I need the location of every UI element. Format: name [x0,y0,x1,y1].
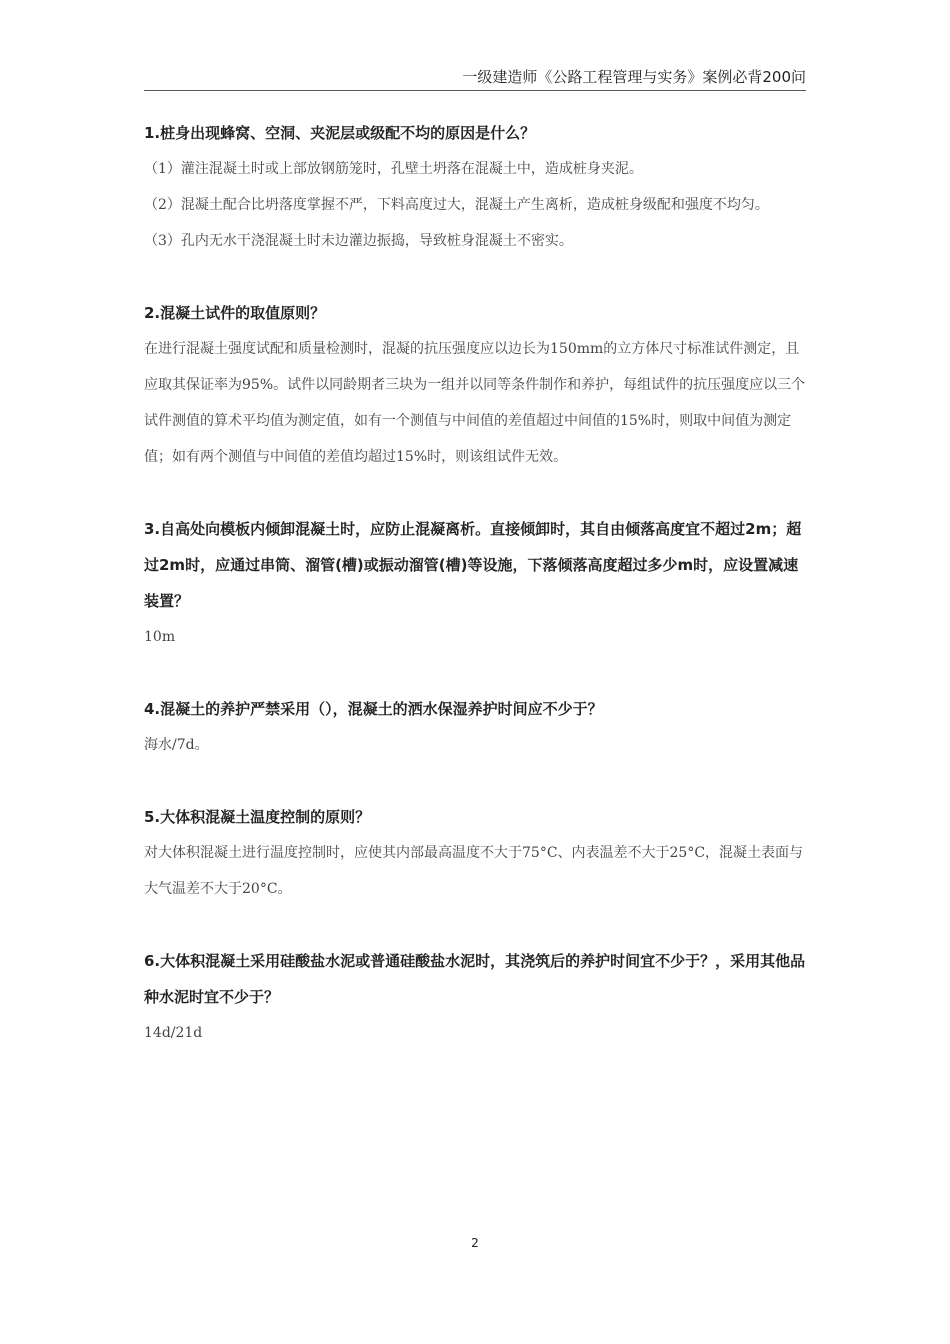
question-3: 3.自高处向模板内倾卸混凝土时，应防止混凝离析。直接倾卸时，其自由倾落高度宜不超过2m；超过2m时，应通过串筒、溜管(槽)或振动溜管(槽)等设施，下落倾落高度超过多少m时，应设置减速装置？ [144,520,802,610]
answer-5-1: 对大体积混凝土进行温度控制时，应使其内部最高温度不大于75°C、内表温差不大于25°C，混凝土表面与大气温差不大于20°C。 [144,845,804,897]
page-content [144,115,806,1051]
qa-item-4 [144,691,806,763]
answer-6-1: 14d/21d [144,1025,203,1041]
qa-item-6 [144,943,806,1051]
qa-item-2 [144,295,806,475]
page-footer [0,1236,950,1250]
qa-item-5 [144,799,806,907]
spacer [144,259,806,295]
spacer [144,907,806,943]
question-1: 1.桩身出现蜂窝、空洞、夹泥层或级配不均的原因是什么？ [144,124,536,142]
page-header [144,66,806,91]
spacer [144,655,806,691]
answer-1-2: （2）混凝土配合比坍落度掌握不严，下料高度过大，混凝土产生离析，造成桩身级配和强度不均匀。 [144,197,769,213]
header-title: 一级建造师《公路工程管理与实务》案例必背200问 [462,68,806,86]
spacer [144,763,806,799]
question-5: 5.大体积混凝土温度控制的原则？ [144,808,371,826]
answer-4-1: 海水/7d。 [144,737,209,753]
answer-2-1: 在进行混凝土强度试配和质量检测时，混凝的抗压强度应以边长为150mm的立方体尺寸标准试件测定，且应取其保证率为95%。试件以同龄期者三块为一组并以同等条件制作和养护，每组试件的抗压强度应以三个试件测值的算术平均值为测定值，如有一个测值与中间值的差值超过中间值的15%时，则取中间值为测定值；如有两个测值与中间值的差值均超过15%时，则该组试件无效。 [144,341,806,465]
page-number: 2 [471,1236,479,1250]
answer-3-1: 10m [144,629,176,645]
answer-1-1: （1）灌注混凝土时或上部放钢筋笼时，孔壁土坍落在混凝土中，造成桩身夹泥。 [144,161,643,177]
qa-item-3 [144,511,806,655]
answer-1-3: （3）孔内无水干浇混凝土时未边灌边振捣，导致桩身混凝土不密实。 [144,233,573,249]
qa-item-1 [144,115,806,259]
question-2: 2.混凝土试件的取值原则？ [144,304,326,322]
spacer [144,475,806,511]
question-6: 6.大体积混凝土采用硅酸盐水泥或普通硅酸盐水泥时，其浇筑后的养护时间宜不少于？，采用其他品种水泥时宜不少于？ [144,952,806,1006]
question-4: 4.混凝土的养护严禁采用（），混凝土的洒水保湿养护时间应不少于？ [144,700,603,718]
